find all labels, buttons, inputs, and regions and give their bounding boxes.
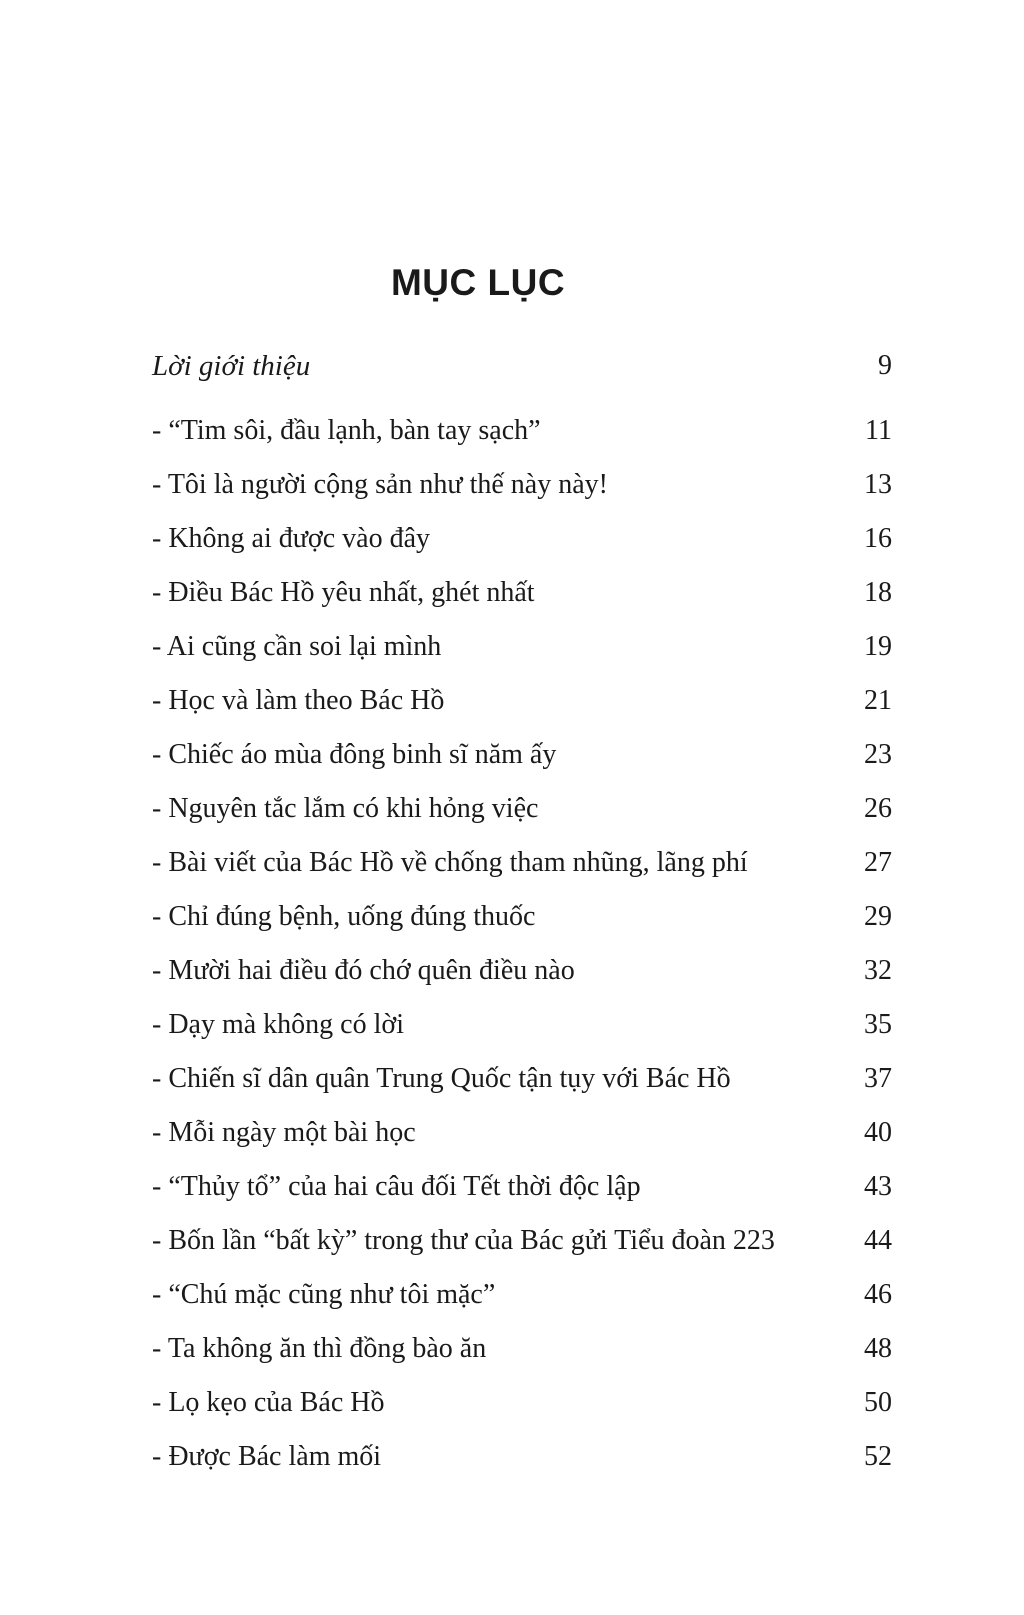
toc-entry[interactable]: [152, 900, 892, 954]
toc-entry[interactable]: [152, 792, 892, 846]
toc-entry-title: - Ta không ăn thì đồng bào ăn: [152, 1333, 487, 1364]
toc-entry[interactable]: [152, 684, 892, 738]
toc-entry-title: - Ai cũng cần soi lại mình: [152, 631, 442, 662]
toc-entry[interactable]: [152, 414, 892, 468]
toc-entry-page-number: 26: [864, 793, 892, 824]
toc-entry-page-number: 11: [865, 415, 892, 446]
toc-entry-list: [152, 414, 892, 1494]
toc-entry-title: - “Thủy tổ” của hai câu đối Tết thời độc lập: [152, 1171, 641, 1202]
toc-entry-page-number: 40: [864, 1117, 892, 1148]
toc-entry-page-number: 50: [864, 1387, 892, 1418]
toc-entry[interactable]: [152, 1170, 892, 1224]
toc-entry-title: - Nguyên tắc lắm có khi hỏng việc: [152, 793, 539, 824]
toc-intro-page-number: 9: [878, 350, 892, 381]
toc-entry[interactable]: [152, 468, 892, 522]
toc-entry-title: - Dạy mà không có lời: [152, 1009, 404, 1040]
toc-entry[interactable]: [152, 576, 892, 630]
toc-entry-title: - Mười hai điều đó chớ quên điều nào: [152, 955, 575, 986]
toc-entry[interactable]: [152, 522, 892, 576]
toc-intro-row[interactable]: [152, 349, 892, 389]
toc-entry-page-number: 48: [864, 1333, 892, 1364]
toc-heading: MỤC LỤC: [390, 262, 566, 303]
toc-intro-label: Lời giới thiệu: [152, 350, 311, 382]
toc-entry-title: - Chiến sĩ dân quân Trung Quốc tận tụy với Bác Hồ: [152, 1063, 731, 1094]
toc-entry-title: - “Tim sôi, đầu lạnh, bàn tay sạch”: [152, 415, 541, 446]
toc-entry-title: - Học và làm theo Bác Hồ: [152, 685, 445, 716]
toc-entry-title: - Lọ kẹo của Bác Hồ: [152, 1387, 385, 1418]
toc-entry-page-number: 13: [864, 469, 892, 500]
toc-entry-page-number: 44: [864, 1225, 892, 1256]
toc-entry-title: - “Chú mặc cũng như tôi mặc”: [152, 1279, 496, 1310]
toc-entry[interactable]: [152, 1332, 892, 1386]
toc-entry[interactable]: [152, 1116, 892, 1170]
toc-entry-page-number: 46: [864, 1279, 892, 1310]
toc-entry-page-number: 19: [864, 631, 892, 662]
toc-entry-title: - Chỉ đúng bệnh, uống đúng thuốc: [152, 901, 536, 932]
toc-entry[interactable]: [152, 630, 892, 684]
toc-entry[interactable]: [152, 954, 892, 1008]
toc-entry-page-number: 35: [864, 1009, 892, 1040]
toc-entry-page-number: 43: [864, 1171, 892, 1202]
toc-entry-title: - Mỗi ngày một bài học: [152, 1117, 416, 1148]
toc-entry[interactable]: [152, 738, 892, 792]
toc-entry-page-number: 37: [864, 1063, 892, 1094]
toc-entry[interactable]: [152, 1008, 892, 1062]
toc-entry-page-number: 29: [864, 901, 892, 932]
toc-entry[interactable]: [152, 1278, 892, 1332]
toc-entry-page-number: 52: [864, 1441, 892, 1472]
toc-entry-page-number: 18: [864, 577, 892, 608]
toc-entry-page-number: 23: [864, 739, 892, 770]
toc-entry-title: - Chiếc áo mùa đông binh sĩ năm ấy: [152, 739, 557, 770]
toc-entry-title: - Tôi là người cộng sản như thế này này!: [152, 469, 608, 500]
toc-entry-title: - Bài viết của Bác Hồ về chống tham nhũng, lãng phí: [152, 847, 748, 878]
toc-entry[interactable]: [152, 1386, 892, 1440]
toc-entry-page-number: 21: [864, 685, 892, 716]
toc-entry-page-number: 16: [864, 523, 892, 554]
toc-entry[interactable]: [152, 846, 892, 900]
toc-entry-title: - Điều Bác Hồ yêu nhất, ghét nhất: [152, 577, 535, 608]
toc-entry[interactable]: [152, 1224, 892, 1278]
toc-entry-title: - Bốn lần “bất kỳ” trong thư của Bác gửi Tiểu đoàn 223: [152, 1225, 775, 1256]
toc-entry[interactable]: [152, 1440, 892, 1494]
toc-entry-page-number: 32: [864, 955, 892, 986]
toc-entry-title: - Không ai được vào đây: [152, 523, 431, 554]
toc-entry-title: - Được Bác làm mối: [152, 1441, 382, 1472]
toc-entry-page-number: 27: [864, 847, 892, 878]
toc-entry[interactable]: [152, 1062, 892, 1116]
